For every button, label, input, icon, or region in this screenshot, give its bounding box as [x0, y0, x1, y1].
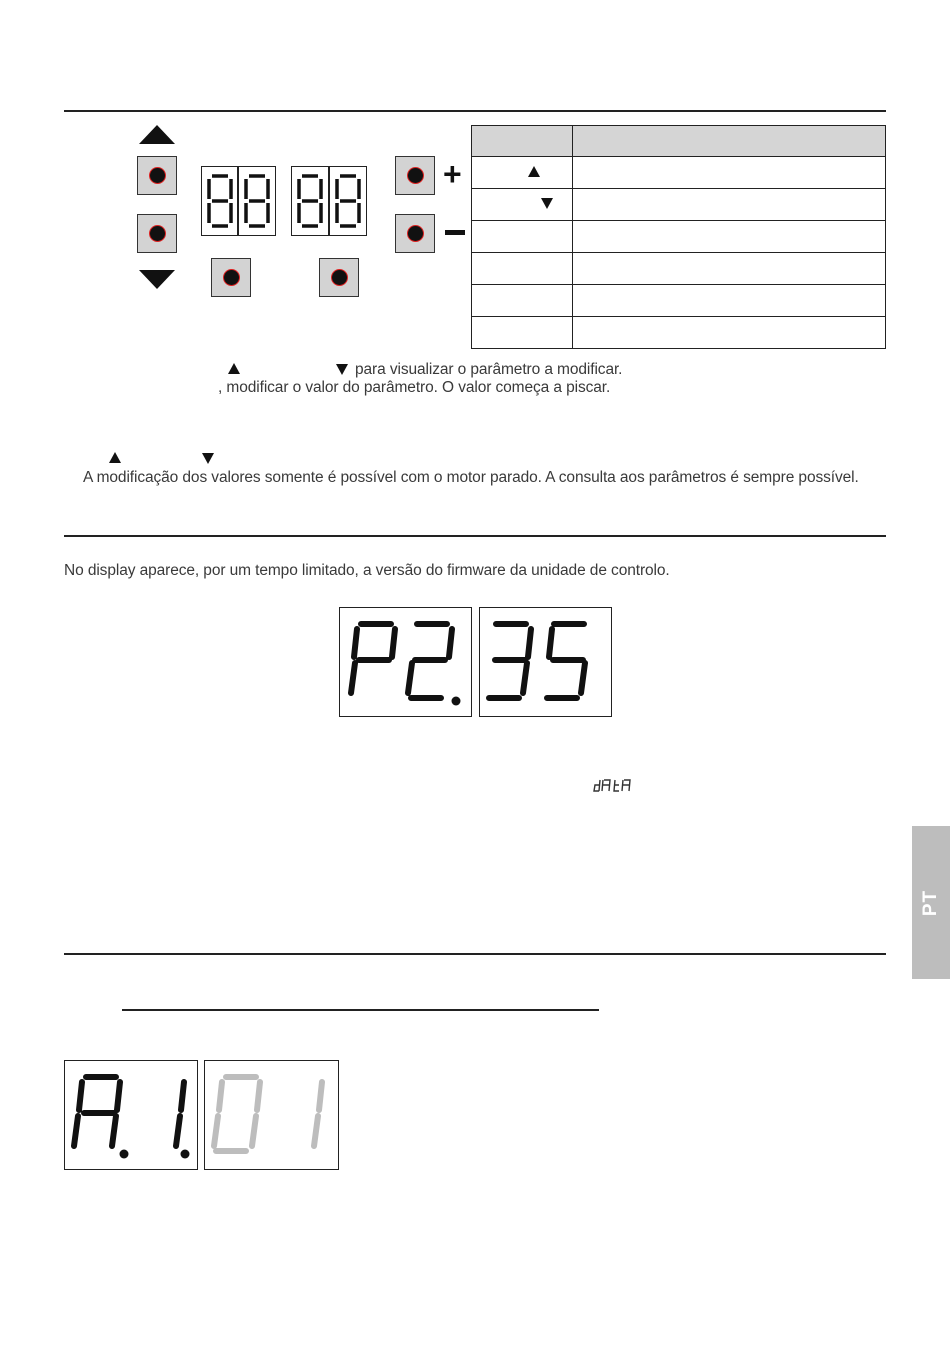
key-up-button[interactable] — [137, 156, 177, 195]
table-cell-desc — [573, 317, 886, 349]
key-right-bottom-button[interactable] — [319, 258, 359, 297]
key-led-icon — [223, 269, 240, 286]
key-table-header-key — [472, 126, 573, 157]
key-table — [471, 125, 886, 349]
key-minus-button[interactable] — [395, 214, 435, 253]
table-cell-desc — [573, 189, 886, 221]
triangle-up-icon — [228, 363, 240, 374]
key-left-bottom-button[interactable] — [211, 258, 251, 297]
language-tab — [912, 826, 950, 979]
section-rule-bottom — [64, 953, 886, 955]
instruction-line-2: , modificar o valor do parâmetro. O valor começa a piscar. — [218, 379, 611, 396]
triangle-down-icon — [202, 453, 214, 464]
key-led-icon — [331, 269, 348, 286]
table-row — [472, 221, 886, 253]
key-led-icon — [149, 225, 166, 242]
table-cell-key — [472, 285, 573, 317]
table-row — [472, 157, 886, 189]
subsection-underline — [122, 1009, 599, 1011]
table-cell-key — [472, 189, 573, 221]
language-tab-label: PT — [920, 889, 941, 916]
table-cell-desc — [573, 157, 886, 189]
key-down-button[interactable] — [137, 214, 177, 253]
key-plus-button[interactable] — [395, 156, 435, 195]
key-table-header-desc — [573, 126, 886, 157]
triangle-down-icon — [336, 364, 348, 375]
plus-symbol: + — [443, 156, 462, 192]
triangle-up-icon — [109, 452, 121, 463]
section-rule-top — [64, 110, 886, 112]
table-row — [472, 189, 886, 221]
table-row — [472, 285, 886, 317]
triangle-down-icon — [541, 198, 553, 209]
key-led-icon — [407, 225, 424, 242]
table-cell-key — [472, 253, 573, 285]
table-cell-desc — [573, 221, 886, 253]
triangle-up-icon — [528, 166, 540, 177]
instruction-line-3: A modificação dos valores somente é possível com o motor parado. A consulta aos parâmetros é sempre possível. — [83, 469, 859, 486]
instruction-line-1: para visualizar o parâmetro a modificar. — [355, 361, 623, 378]
table-cell-key — [472, 221, 573, 253]
table-cell-desc — [573, 285, 886, 317]
key-led-icon — [407, 167, 424, 184]
segment-eights — [201, 166, 367, 236]
table-row — [472, 317, 886, 349]
section-rule-firmware — [64, 535, 886, 537]
table-row — [472, 253, 886, 285]
firmware-text: No display aparece, por um tempo limitado, a versão do firmware da unidade de controlo. — [64, 562, 670, 579]
down-arrow-icon — [138, 270, 176, 290]
firmware-display-segments — [339, 607, 612, 717]
minus-symbol — [445, 230, 465, 236]
table-cell-desc — [573, 253, 886, 285]
table-cell-key — [472, 317, 573, 349]
up-arrow-icon — [138, 125, 176, 145]
data-display-label — [593, 779, 633, 793]
example-display-segments — [64, 1060, 339, 1170]
key-led-icon — [149, 167, 166, 184]
table-cell-key — [472, 157, 573, 189]
